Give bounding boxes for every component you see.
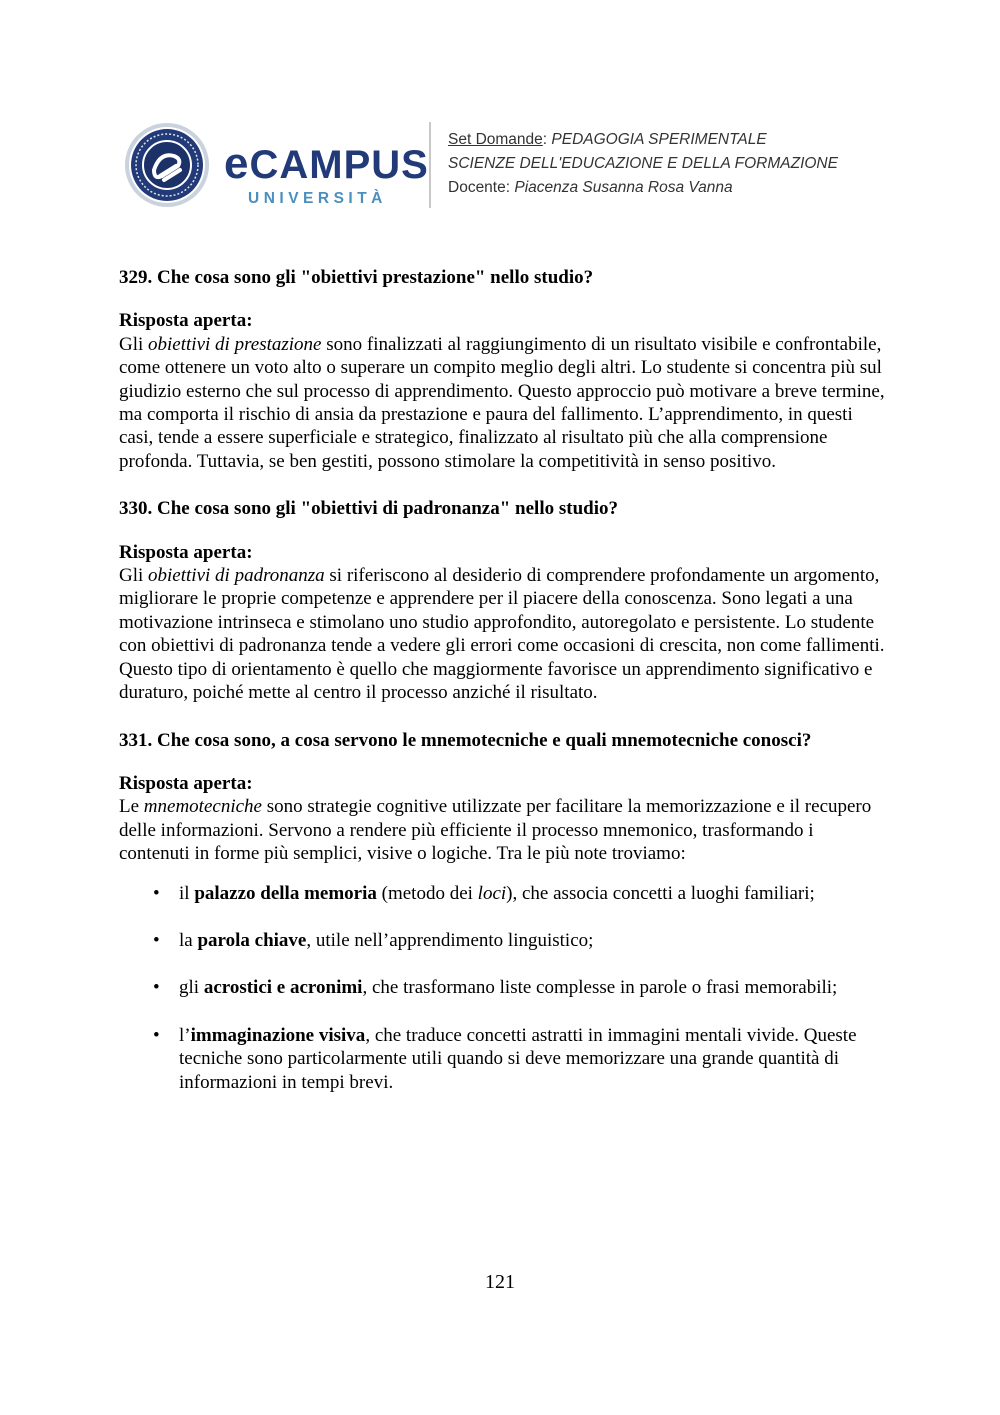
header-divider	[429, 122, 431, 208]
question-title: 330. Che cosa sono gli "obiettivi di padronanza" nello studio?	[119, 498, 618, 520]
ecampus-emblem-icon	[124, 122, 210, 208]
answer-label: Risposta aperta:	[119, 541, 253, 563]
set-line: Set Domande: PEDAGOGIA SPERIMENTALE	[448, 131, 767, 148]
mnemonics-list	[119, 882, 887, 1094]
answer-text: Gli obiettivi di prestazione sono finalizzati al raggiungimento di un risultato visibile e confrontabile, come ottenere un voto alto o superare un compito meglio degli altri. Lo studente si concentra più sul giudizio esterno che sul processo di apprendimento. Questo approccio può motivare a breve termine, ma comporta il rischio di ansia da prestazione e paura del fallimento. L’apprendimento, in questi casi, tende a essere superficiale e strategico, finalizzato al risultato più che alla comprensione profonda. Tuttavia, se ben gestiti, possono stimolare la competitività in senso positivo.	[119, 333, 885, 472]
logo-wordmark: eCAMPUS	[224, 139, 429, 188]
answer-label: Risposta aperta:	[119, 310, 253, 332]
page-content	[119, 266, 887, 1118]
question-title: 329. Che cosa sono gli "obiettivi prestazione" nello studio?	[119, 267, 594, 288]
list-item: • la parola chiave, utile nell’apprendimento linguistico;	[153, 929, 594, 951]
logo-subtitle: UNIVERSITÀ	[248, 190, 387, 207]
page-header	[120, 118, 880, 218]
list-item: • l’immaginazione visiva, che traduce concetti astratti in immagini mentali vivide. Queste tecniche sono particolarmente utili quando si deve memorizzare una grande quantità di informazioni in tempi brevi.	[153, 1024, 857, 1093]
ecampus-logo	[224, 139, 429, 214]
course-info	[448, 128, 838, 200]
answer-text: Gli obiettivi di padronanza si riferiscono al desiderio di comprendere profondamente un argomento, migliorare le proprie competenze e apprendere per il piacere della conoscenza. Sono legati a una motivazione intrinseca e stimolano uno studio approfondito, autoregolato e persistente. Lo studente con obiettivi di padronanza tende a vedere gli errori come occasioni di crescita, non come fallimenti. Questo tipo di orientamento è quello che maggiormente favorisce un apprendimento significativo e duraturo, poiché mette al centro il processo anziché il risultato.	[119, 565, 885, 704]
question-330	[119, 497, 887, 704]
degree-line: SCIENZE DELL'EDUCAZIONE E DELLA FORMAZIONE	[448, 155, 838, 172]
question-title: 331. Che cosa sono, a cosa servono le mnemotecniche e quali mnemotecniche conosci?	[119, 729, 812, 751]
bullet-icon: •	[153, 977, 160, 999]
teacher-line: Docente: Piacenza Susanna Rosa Vanna	[448, 179, 733, 196]
question-331	[119, 729, 887, 1094]
answer-text: Le mnemotecniche sono strategie cognitive utilizzate per facilitare la memorizzazione e il recupero delle informazioni. Servono a rendere più efficiente il processo mnemonico, trasformando i contenuti in forme più semplici, visive o logiche. Tra le più note troviamo:	[119, 796, 872, 865]
list-item: • gli acrostici e acronimi, che trasformano liste complesse in parole o frasi memorabili;	[153, 977, 838, 999]
bullet-icon: •	[153, 1024, 160, 1046]
page-number: 121	[485, 1271, 515, 1293]
bullet-icon: •	[153, 929, 160, 951]
answer-label: Risposta aperta:	[119, 772, 253, 794]
bullet-icon: •	[153, 882, 160, 904]
question-329	[119, 266, 887, 473]
list-item: • il palazzo della memoria (metodo dei loci), che associa concetti a luoghi familiari;	[153, 882, 815, 904]
